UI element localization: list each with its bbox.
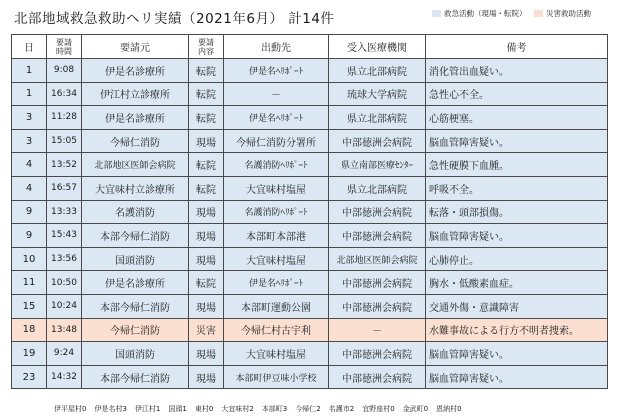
cell-requester: 伊是名診療所	[82, 271, 189, 295]
cell-day: 18	[12, 318, 47, 342]
header-time-line1: 要請	[56, 37, 72, 47]
cell-hospital: 中部徳洲会病院	[329, 271, 426, 295]
table-row	[12, 224, 608, 248]
cell-destination: 大宜味村塩屋	[224, 342, 329, 366]
cell-time: 16:34	[47, 82, 82, 106]
municipality-count: 伊是名村3	[94, 405, 127, 413]
cell-destination: －	[224, 82, 329, 106]
cell-type: 転院	[189, 271, 224, 295]
municipality-count: 宜野座村0	[362, 405, 395, 413]
cell-destination: 名護消防ﾍﾘﾎﾟｰﾄ	[224, 153, 329, 177]
cell-time: 13:56	[47, 247, 82, 271]
table-row	[12, 342, 608, 366]
table-row	[12, 318, 608, 342]
cell-day: 4	[12, 153, 47, 177]
cell-hospital: 中部徳洲会病院	[329, 365, 426, 389]
table-row	[12, 247, 608, 271]
header-time	[47, 35, 82, 59]
cell-time: 15:43	[47, 224, 82, 248]
header-type-line1: 要請	[198, 37, 214, 47]
header-type	[189, 35, 224, 59]
cell-time: 13:52	[47, 153, 82, 177]
cell-requester: 本部今帰仁消防	[82, 294, 189, 318]
cell-hospital: 県立北部病院	[329, 106, 426, 130]
cell-day: 3	[12, 129, 47, 153]
cell-destination: 伊是名ﾍﾘﾎﾟｰﾄ	[224, 271, 329, 295]
cell-time: 15:05	[47, 129, 82, 153]
table-row	[12, 106, 608, 130]
cell-destination: 今帰仁村古宇利	[224, 318, 329, 342]
cell-requester: 今帰仁消防	[82, 129, 189, 153]
cell-requester: 名護消防	[82, 200, 189, 224]
header-hospital: 受入医療機関	[329, 35, 426, 59]
cell-time: 13:48	[47, 318, 82, 342]
cell-day: 9	[12, 224, 47, 248]
cell-notes: 転落・頭部損傷。	[426, 200, 608, 224]
cell-hospital: 琉球大学病院	[329, 82, 426, 106]
cell-requester: 本部今帰仁消防	[82, 224, 189, 248]
cell-notes: 心筋梗塞。	[426, 106, 608, 130]
cell-type: 現場	[189, 342, 224, 366]
cell-type: 現場	[189, 365, 224, 389]
municipality-count: 国頭1	[168, 405, 187, 413]
legend-item-rescue	[432, 8, 527, 19]
cell-requester: 国頭消防	[82, 342, 189, 366]
header-day: 日	[12, 35, 47, 59]
header-row	[12, 35, 608, 59]
header-requester: 要請元	[82, 35, 189, 59]
legend-item-disaster	[534, 8, 591, 19]
cell-day: 1	[12, 59, 47, 83]
cell-requester: 伊是名診療所	[82, 59, 189, 83]
municipality-count: 東村0	[194, 405, 214, 413]
cell-destination: 大宜味村塩屋	[224, 247, 329, 271]
cell-destination: 伊是名ﾍﾘﾎﾟｰﾄ	[224, 59, 329, 83]
cell-day: 19	[12, 342, 47, 366]
cell-notes: 脳血管障害疑い。	[426, 129, 608, 153]
cell-hospital: 県立北部病院	[329, 59, 426, 83]
table-row	[12, 365, 608, 389]
cell-notes: 交通外傷・意識障害	[426, 294, 608, 318]
cell-type: 現場	[189, 200, 224, 224]
table-row	[12, 59, 608, 83]
cell-time: 10:50	[47, 271, 82, 295]
cell-time: 13:33	[47, 200, 82, 224]
cell-type: 現場	[189, 247, 224, 271]
municipality-count: 今帰仁2	[295, 405, 321, 413]
cell-destination: 今帰仁消防分署所	[224, 129, 329, 153]
legend-label: 災害救助活動	[546, 9, 591, 18]
cell-time: 11:28	[47, 106, 82, 130]
dispatch-table	[11, 34, 608, 389]
table-row	[12, 271, 608, 295]
cell-time: 9:08	[47, 59, 82, 83]
cell-requester: 本部今帰仁消防	[82, 365, 189, 389]
municipality-counts	[54, 404, 462, 414]
cell-time: 10:24	[47, 294, 82, 318]
cell-requester: 伊是名診療所	[82, 106, 189, 130]
cell-requester: 大宜味村立診療所	[82, 176, 189, 200]
cell-hospital: 中部徳洲会病院	[329, 129, 426, 153]
cell-requester: 国頭消防	[82, 247, 189, 271]
cell-notes: 消化管出血疑い。	[426, 59, 608, 83]
cell-type: 転院	[189, 153, 224, 177]
cell-notes: 胸水・低酸素血症。	[426, 271, 608, 295]
cell-type: 災害	[189, 318, 224, 342]
municipality-count: 金武町0	[402, 405, 429, 413]
cell-day: 23	[12, 365, 47, 389]
cell-destination: 伊是名ﾍﾘﾎﾟｰﾄ	[224, 106, 329, 130]
cell-type: 転院	[189, 59, 224, 83]
cell-time: 9:24	[47, 342, 82, 366]
table-row	[12, 153, 608, 177]
table-row	[12, 129, 608, 153]
municipality-count: 伊江村1	[134, 405, 161, 413]
cell-destination: 本部町伊豆味小学校	[224, 365, 329, 389]
cell-hospital: －	[329, 318, 426, 342]
cell-notes: 急性心不全。	[426, 82, 608, 106]
table-row	[12, 176, 608, 200]
cell-requester: 北部地区医師会病院	[82, 153, 189, 177]
legend-swatch-blue	[432, 10, 441, 17]
header-notes: 備考	[426, 35, 608, 59]
cell-type: 転院	[189, 106, 224, 130]
header-destination: 出動先	[224, 35, 329, 59]
table-row	[12, 294, 608, 318]
cell-requester: 伊江村立診療所	[82, 82, 189, 106]
cell-day: 4	[12, 176, 47, 200]
cell-notes: 脳血管障害疑い。	[426, 342, 608, 366]
cell-type: 現場	[189, 129, 224, 153]
table-row	[12, 200, 608, 224]
cell-hospital: 県立北部病院	[329, 176, 426, 200]
legend-label: 救急活動（現場・転院）	[444, 9, 527, 18]
cell-type: 現場	[189, 224, 224, 248]
cell-destination: 本部町運動公園	[224, 294, 329, 318]
cell-type: 現場	[189, 294, 224, 318]
cell-day: 10	[12, 247, 47, 271]
municipality-count: 本部町3	[261, 405, 288, 413]
cell-day: 15	[12, 294, 47, 318]
cell-hospital: 中部徳洲会病院	[329, 342, 426, 366]
cell-notes: 呼吸不全。	[426, 176, 608, 200]
municipality-count: 名護市2	[328, 405, 355, 413]
cell-notes: 心肺停止。	[426, 247, 608, 271]
municipality-count: 伊平屋村0	[54, 405, 87, 413]
cell-hospital: 北部地区医師会病院	[329, 247, 426, 271]
cell-time: 14:32	[47, 365, 82, 389]
cell-day: 3	[12, 106, 47, 130]
cell-destination: 本部町本部港	[224, 224, 329, 248]
cell-notes: 脳血管障害疑い。	[426, 224, 608, 248]
cell-hospital: 中部徳洲会病院	[329, 200, 426, 224]
cell-hospital: 県立南部医療ｾﾝﾀｰ	[329, 153, 426, 177]
municipality-count: 恩納村0	[436, 405, 462, 413]
page-title: 北部地域救急救助ヘリ実績（2021年6月） 計14件	[14, 11, 335, 27]
cell-hospital: 中部徳洲会病院	[329, 294, 426, 318]
cell-type: 転院	[189, 82, 224, 106]
cell-day: 9	[12, 200, 47, 224]
cell-requester: 今帰仁消防	[82, 318, 189, 342]
cell-notes: 脳血管障害疑い。	[426, 365, 608, 389]
cell-time: 16:57	[47, 176, 82, 200]
cell-hospital: 中部徳洲会病院	[329, 224, 426, 248]
cell-day: 1	[12, 82, 47, 106]
cell-notes: 水難事故による行方不明者捜索。	[426, 318, 608, 342]
cell-day: 11	[12, 271, 47, 295]
header-time-line2: 時間	[56, 46, 72, 56]
cell-destination: 大宜味村塩屋	[224, 176, 329, 200]
cell-destination: 名護消防ﾍﾘﾎﾟｰﾄ	[224, 200, 329, 224]
table-row	[12, 82, 608, 106]
legend-swatch-peach	[534, 10, 543, 17]
cell-type: 転院	[189, 176, 224, 200]
header-type-line2: 内容	[198, 46, 214, 56]
municipality-count: 大宜味村2	[221, 405, 254, 413]
cell-notes: 急性硬膜下血腫。	[426, 153, 608, 177]
